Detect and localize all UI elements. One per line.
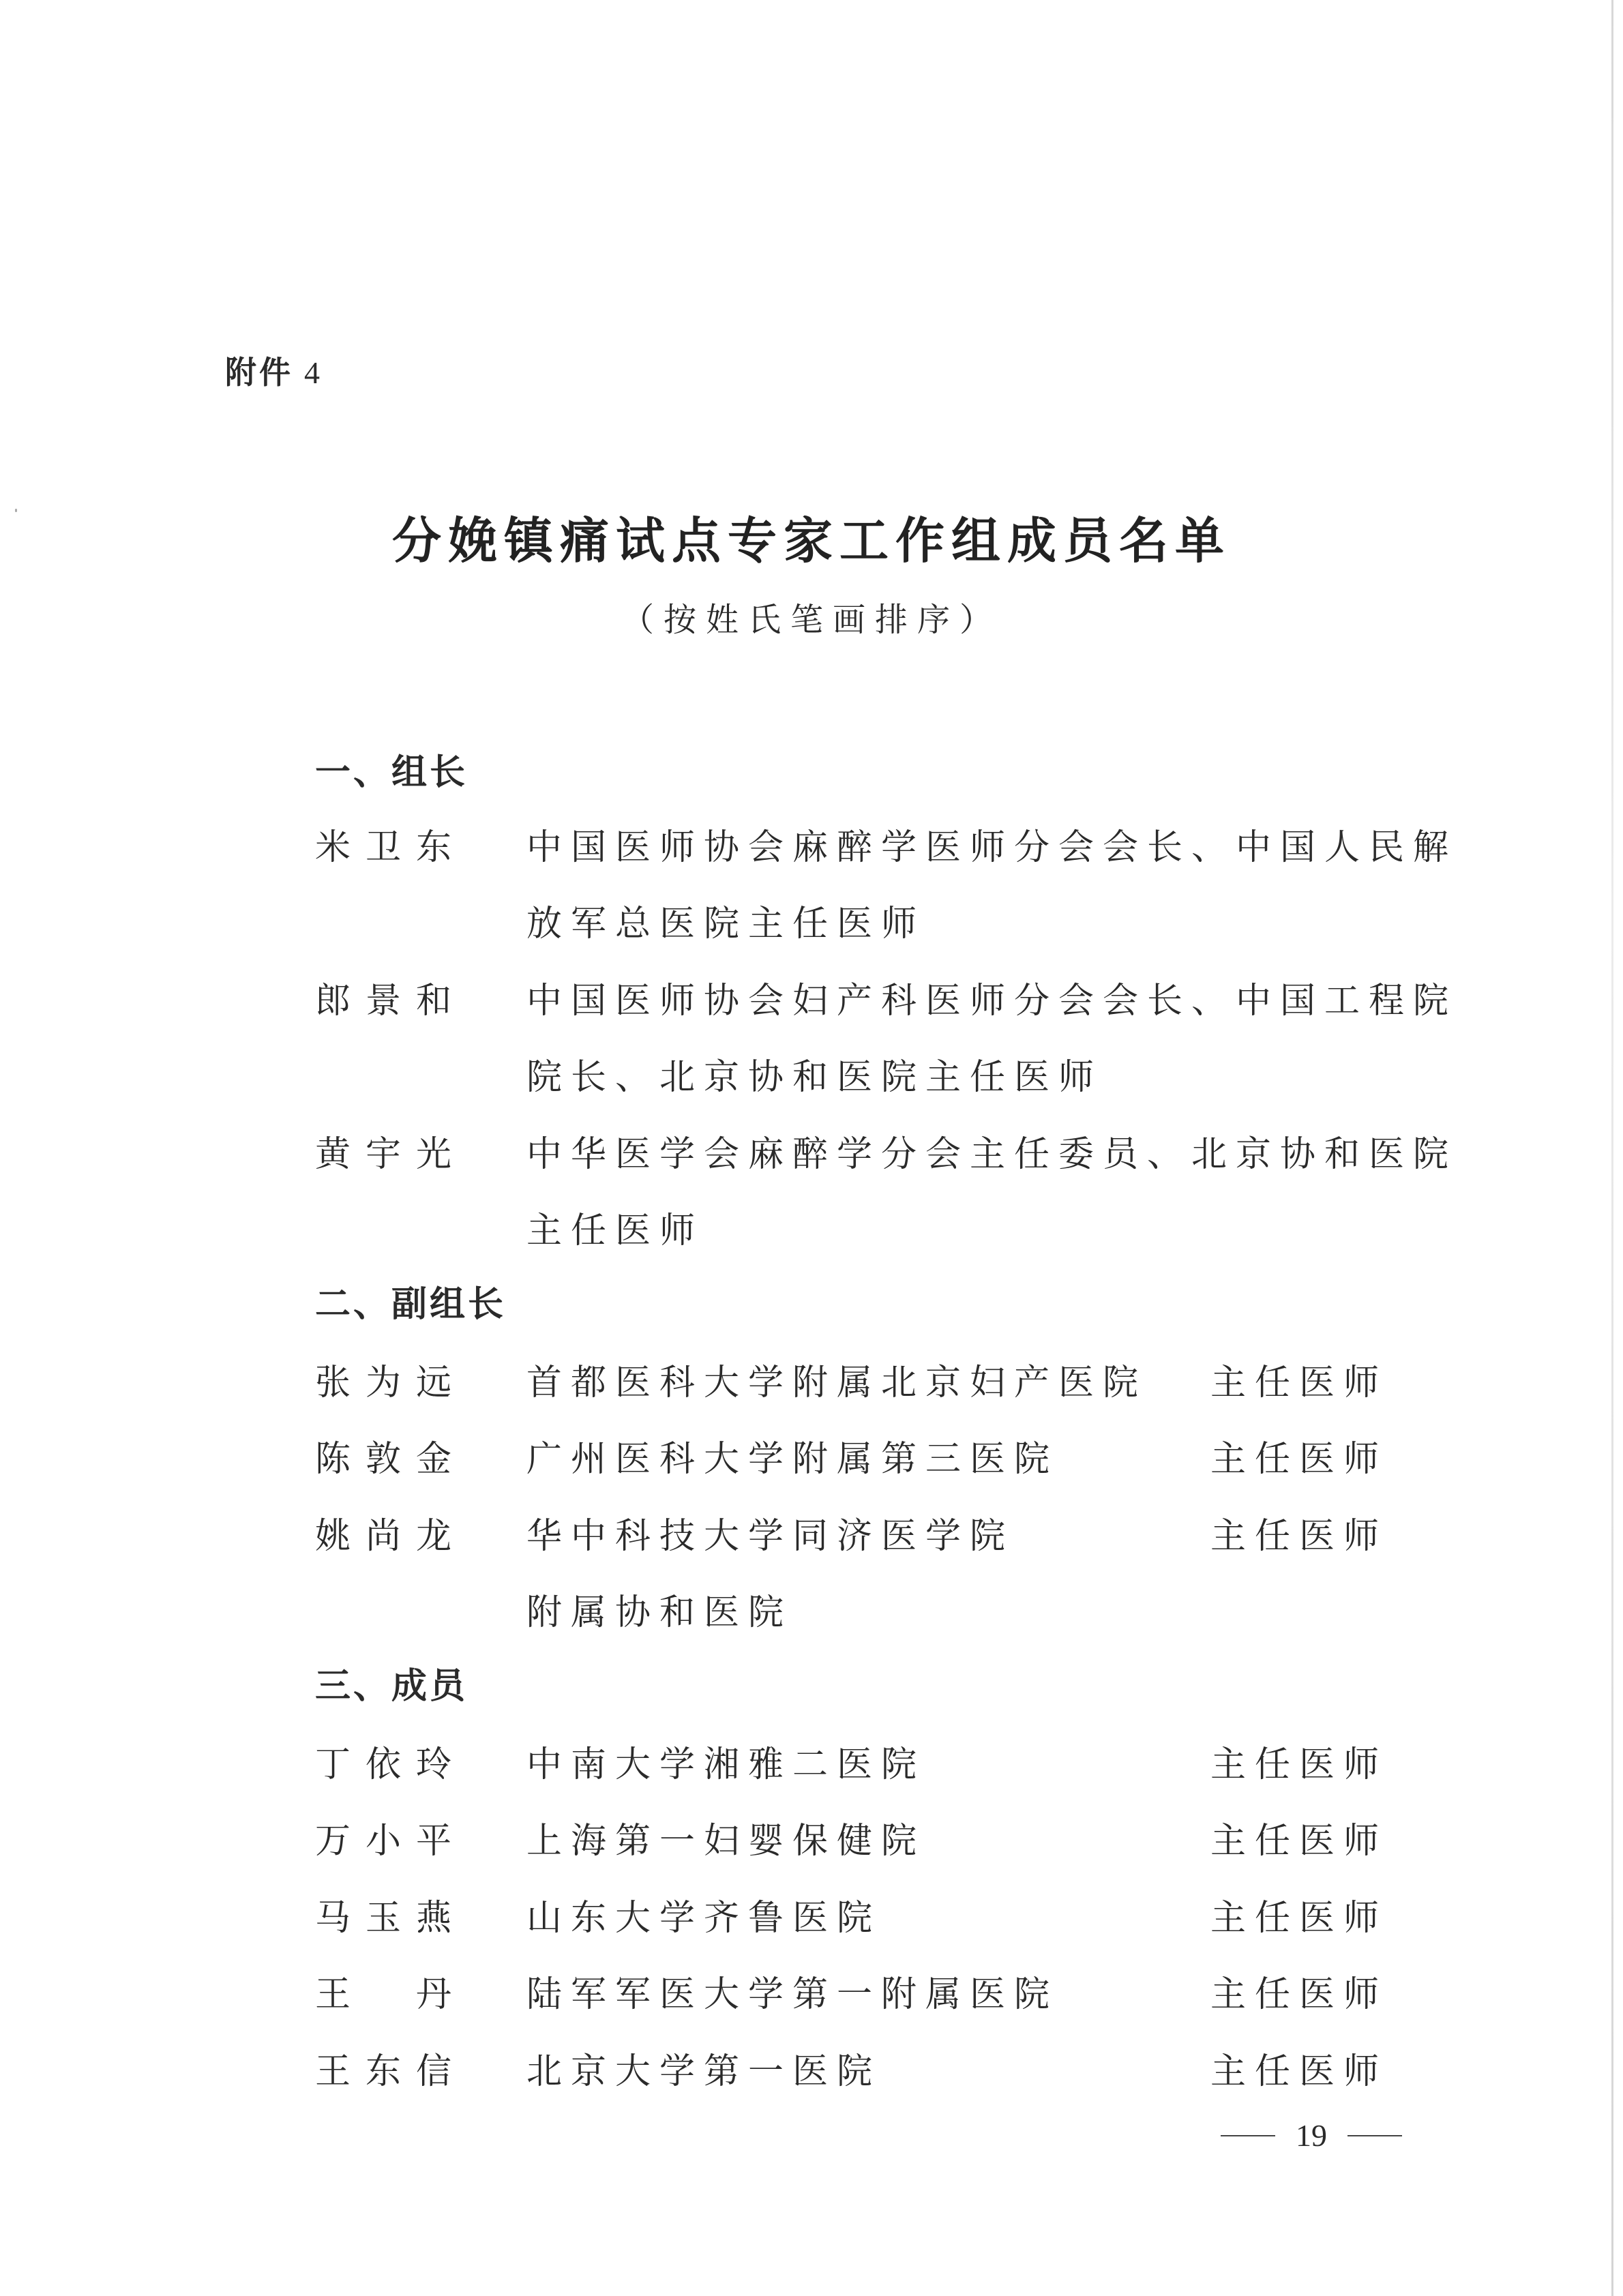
member-name	[315, 1125, 451, 1176]
section-heading-members: 三、成员	[315, 1666, 468, 1707]
member-name	[315, 1812, 451, 1863]
member-role: 主任医师	[1210, 1744, 1388, 1785]
member-org: 首都医科大学附属北京妇产医院	[526, 1362, 1148, 1403]
member-role: 主任医师	[1210, 1821, 1388, 1862]
name-char: 光	[415, 1134, 451, 1175]
member-role: 主任医师	[1210, 1898, 1388, 1939]
member-org: 陆军军医大学第一附属医院	[526, 1974, 1059, 2015]
member-org-line: 中国医师协会妇产科医师分会会长、中国工程院	[526, 981, 1458, 1022]
member-role: 主任医师	[1210, 1439, 1388, 1480]
member-role: 主任医师	[1210, 1362, 1388, 1403]
member-org-line: 放军总医院主任医师	[526, 904, 926, 944]
name-char: 米	[315, 827, 351, 868]
name-char: 平	[415, 1821, 451, 1862]
name-char: 玲	[415, 1744, 451, 1785]
member-name	[315, 1430, 451, 1481]
member-org-line: 主任医师	[526, 1210, 704, 1251]
member-role: 主任医师	[1210, 1974, 1388, 2015]
member-org: 中南大学湘雅二医院	[526, 1744, 926, 1785]
name-char: 宇	[365, 1134, 401, 1175]
name-char: 龙	[415, 1516, 451, 1557]
attachment-number: 4	[304, 355, 323, 390]
page-title: 分娩镇痛试点专家工作组成员名单	[391, 512, 1231, 569]
name-char: 王	[315, 2051, 351, 2092]
member-org: 上海第一妇婴保健院	[526, 1821, 926, 1862]
section-heading-deputies: 二、副组长	[315, 1284, 507, 1325]
name-char: 依	[365, 1744, 401, 1785]
name-char: 信	[415, 2051, 451, 2092]
member-name	[315, 1735, 451, 1787]
attachment-text: 附件	[225, 354, 293, 391]
section-heading-leaders: 一、组长	[315, 752, 468, 793]
member-org-line: 附属协和医院	[526, 1592, 793, 1633]
name-char: 郎	[315, 981, 351, 1022]
member-name	[315, 1507, 451, 1558]
member-name	[315, 2042, 451, 2093]
name-char: 东	[415, 827, 451, 868]
member-role: 主任医师	[1210, 1516, 1388, 1557]
member-org: 北京大学第一医院	[526, 2051, 882, 2092]
dash-left	[1221, 2135, 1275, 2136]
name-char: 张	[315, 1362, 351, 1403]
name-char: 万	[315, 1821, 351, 1862]
page-subtitle: （按姓氏笔画排序）	[621, 601, 1002, 639]
name-char: 丹	[415, 1974, 451, 2015]
member-name	[315, 1889, 451, 1940]
name-char: 姚	[315, 1516, 351, 1557]
name-char: 王	[315, 1974, 351, 2015]
name-char: 东	[365, 2051, 401, 2092]
name-char: 燕	[415, 1898, 451, 1939]
name-char: 黄	[315, 1134, 351, 1175]
page-number-text: 19	[1296, 2118, 1327, 2153]
member-org-line: 中华医学会麻醉学分会主任委员、北京协和医院	[526, 1134, 1458, 1175]
name-char: 小	[365, 1821, 401, 1862]
member-org-line: 院长、北京协和医院主任医师	[526, 1057, 1103, 1098]
member-name	[315, 1965, 451, 2016]
name-char: 丁	[315, 1744, 351, 1785]
name-char: 玉	[365, 1898, 401, 1939]
dash-right	[1347, 2135, 1402, 2136]
member-org-line: 中国医师协会麻醉学医师分会会长、中国人民解	[526, 827, 1458, 868]
member-name	[315, 972, 451, 1023]
name-char: 远	[415, 1362, 451, 1403]
name-char: 陈	[315, 1439, 351, 1480]
name-char: 景	[365, 981, 401, 1022]
member-org: 山东大学齐鲁医院	[526, 1898, 882, 1939]
member-org: 广州医科大学附属第三医院	[526, 1439, 1059, 1480]
name-char: 为	[365, 1362, 401, 1403]
scan-edge	[1611, 0, 1613, 2296]
name-char: 尚	[365, 1516, 401, 1557]
attachment-label	[225, 348, 323, 393]
name-char: 和	[415, 981, 451, 1022]
name-char: 马	[315, 1898, 351, 1939]
member-name	[315, 818, 451, 869]
name-char: 金	[415, 1439, 451, 1480]
page-number	[1221, 2117, 1402, 2153]
member-name	[315, 1354, 451, 1405]
name-char: 敦	[365, 1439, 401, 1480]
member-role: 主任医师	[1210, 2051, 1388, 2092]
member-org: 华中科技大学同济医学院	[526, 1516, 1015, 1557]
name-char: 卫	[365, 827, 401, 868]
